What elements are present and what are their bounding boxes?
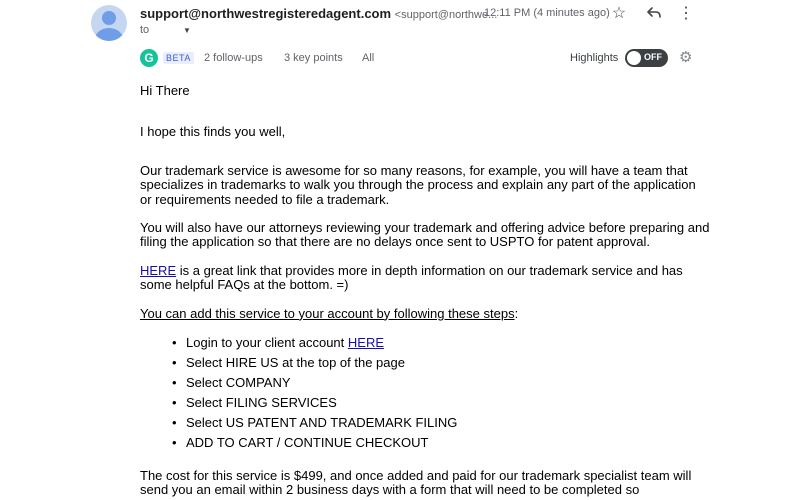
list-item: • Select COMPANY <box>140 373 710 393</box>
gear-icon[interactable]: ⚙ <box>679 49 693 66</box>
paragraph-info-text: is a great link that provides more in depth information on our trademark service and has some helpful FAQs at the bottom. =) <box>140 262 683 293</box>
paragraph-attorneys: You will also have our attorneys reviewing your trademark and offering advice before preparing and filing the application so that there are no delays once sent to USPTO for patent approval. <box>140 220 710 250</box>
login-link[interactable]: HERE <box>347 335 385 351</box>
list-item <box>140 333 710 353</box>
list-item: • ADD TO CART / CONTINUE CHECKOUT <box>140 433 710 453</box>
beta-badge: BETA <box>163 52 194 64</box>
sender-line <box>140 6 497 21</box>
list-item: • Select HIRE US at the top of the page <box>140 353 710 373</box>
opening-line: I hope this finds you well, <box>140 124 286 140</box>
tab-all[interactable]: All <box>362 52 375 64</box>
email-header <box>0 0 800 42</box>
toggle-knob <box>627 51 641 65</box>
steps-heading: You can add this service to your account by following these steps <box>140 305 515 321</box>
email-timestamp: 12:11 PM (4 minutes ago) <box>484 7 610 19</box>
list-item: • Select FILING SERVICES <box>140 393 710 413</box>
sender-email: <support@northwe... <box>394 9 498 21</box>
paragraph-info-link <box>140 264 710 293</box>
greeting: Hi There <box>140 83 190 98</box>
steps-heading-colon: : <box>514 305 519 321</box>
star-icon[interactable]: ☆ <box>611 5 627 22</box>
tab-key-points[interactable]: 3 key points <box>284 52 343 64</box>
email-body <box>140 84 710 500</box>
avatar-head-shape <box>102 11 116 25</box>
steps-heading-line <box>140 307 710 321</box>
more-vert-icon[interactable]: ⋮ <box>678 5 694 22</box>
grammarly-logo-icon[interactable]: G <box>140 49 158 67</box>
tab-follow-ups[interactable]: 2 follow-ups <box>204 52 263 64</box>
highlights-toggle[interactable] <box>625 49 668 67</box>
list-item: • Select US PATENT AND TRADEMARK FILING <box>140 413 710 433</box>
highlights-label: Highlights <box>570 52 619 64</box>
steps-list <box>140 333 710 453</box>
reply-icon[interactable] <box>643 2 665 24</box>
paragraph-team: Our trademark service is awesome for so many reasons, for example, you will have a team that specializes in trademarks to walk you through the process and explain any part of the application or requirements needed to file a trademark. <box>140 162 696 207</box>
grammarly-bar <box>0 44 800 72</box>
paragraph-cost: The cost for this service is $499, and once added and paid for our trademark specialist team will send you an email within 2 business days with a form that will need to be completed so <box>140 468 692 498</box>
toggle-state: OFF <box>644 52 662 62</box>
chevron-down-icon[interactable]: ▼ <box>183 26 191 35</box>
step-text: Login to your client account <box>186 335 348 351</box>
avatar-body-shape <box>95 28 123 41</box>
sender-name[interactable]: support@northwestregisteredagent.com <box>140 6 392 21</box>
sender-avatar[interactable] <box>91 5 127 41</box>
info-link[interactable]: HERE <box>140 262 177 278</box>
recipient-label: to <box>140 24 150 36</box>
